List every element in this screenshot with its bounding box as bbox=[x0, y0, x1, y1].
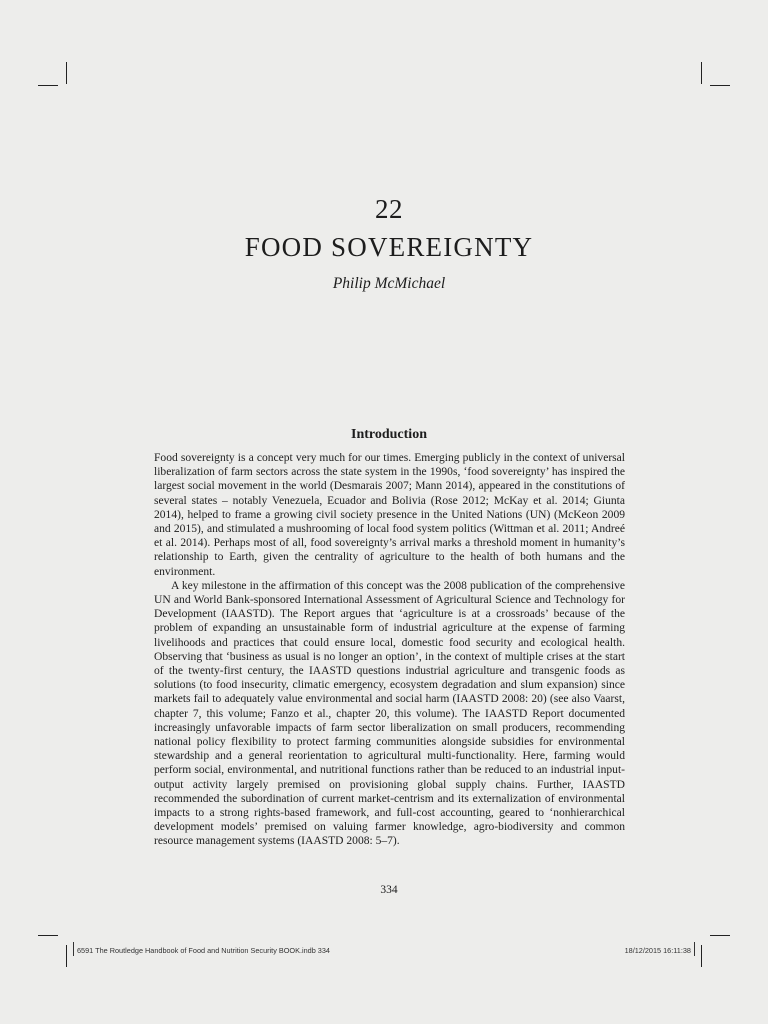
crop-mark-bottom-left-vertical bbox=[66, 945, 67, 967]
slug-divider-right bbox=[694, 942, 695, 956]
slug-divider-left bbox=[73, 942, 74, 956]
print-slug-timestamp: 18/12/2015 16:11:38 bbox=[624, 946, 691, 955]
paragraph: Food sovereignty is a concept very much for our times. Emerging publicly in the context of universal liberalization of farm sectors across the state system in the 1990s, ‘food sovereignty’ has inspired the largest social movement in the world (Desmarais 2007; Mann 2014), appeared in the constitutions of several states – notably Venezuela, Ecuador and Bolivia (Rose 2012; McKay et al. 2014; Giunta 2014), helped to frame a growing civil society presence in the United Nations (UN) (McKeon 2009 and 2015), and stimulated a mushrooming of local food system politics (Wittman et al. 2011; Andreé et al. 2014). Perhaps most of all, food sovereignty’s arrival marks a threshold moment in humanity’s relationship to Earth, given the centrality of agriculture to the health of both humans and the environment. bbox=[154, 452, 625, 578]
crop-mark-top-right-vertical bbox=[701, 62, 702, 84]
body-text bbox=[154, 451, 625, 849]
chapter-title: FOOD SOVEREIGNTY bbox=[244, 232, 534, 262]
print-slug-filename: 6591 The Routledge Handbook of Food and Nutrition Security BOOK.indb 334 bbox=[77, 946, 330, 955]
chapter-number: 22 bbox=[375, 194, 403, 224]
crop-mark-top-right-horizontal bbox=[710, 85, 730, 86]
page-number: 334 bbox=[380, 884, 398, 896]
section-heading: Introduction bbox=[351, 427, 427, 442]
chapter-author: Philip McMichael bbox=[332, 275, 446, 292]
crop-mark-bottom-right-horizontal bbox=[710, 935, 730, 936]
crop-mark-top-left-horizontal bbox=[38, 85, 58, 86]
crop-mark-bottom-right-vertical bbox=[701, 945, 702, 967]
crop-mark-bottom-left-horizontal bbox=[38, 935, 58, 936]
paragraph: A key milestone in the affirmation of this concept was the 2008 publication of the comprehensive UN and World Bank-sponsored International Assessment of Agricultural Science and Technology for Development (IAASTD). The Report argues that ‘agriculture is at a crossroads’ because of the problem of expanding an unsustainable form of industrial agriculture at the expense of farming livelihoods and practices that could ensure local, domestic food security and ecological health. Observing that ‘business as usual is no longer an option’, in the context of multiple crises at the start of the twenty-first century, the IAASTD questions industrial agriculture and transgenic foods as solutions (to food insecurity, climatic emergency, ecosystem degradation and slum expansion) since markets fail to adequately value environmental and social harm (IAASTD 2008: 20) (see also Vaarst, chapter 7, this volume; Fanzo et al., chapter 20, this volume). The IAASTD Report documented increasingly unfavorable impacts of farm sector liberalization on small producers, recommending national policy flexibility to protect farming communities alongside subsidies for environmental stewardship and a general reorientation to agricultural multi-functionality. Here, farming would perform social, environmental, and nutritional functions rather than be reduced to an industrial input-output activity largely premised on provisioning global supply chains. Further, IAASTD recommended the subordination of current market-centrism and its externalization of environmental impacts to a strong rights-based framework, and full-cost accounting, geared to ‘nonhierarchical development models’ premised on valuing farmer knowledge, agro-biodiversity and common resource management systems (IAASTD 2008: 5–7). bbox=[154, 579, 625, 848]
crop-mark-top-left-vertical bbox=[66, 62, 67, 84]
